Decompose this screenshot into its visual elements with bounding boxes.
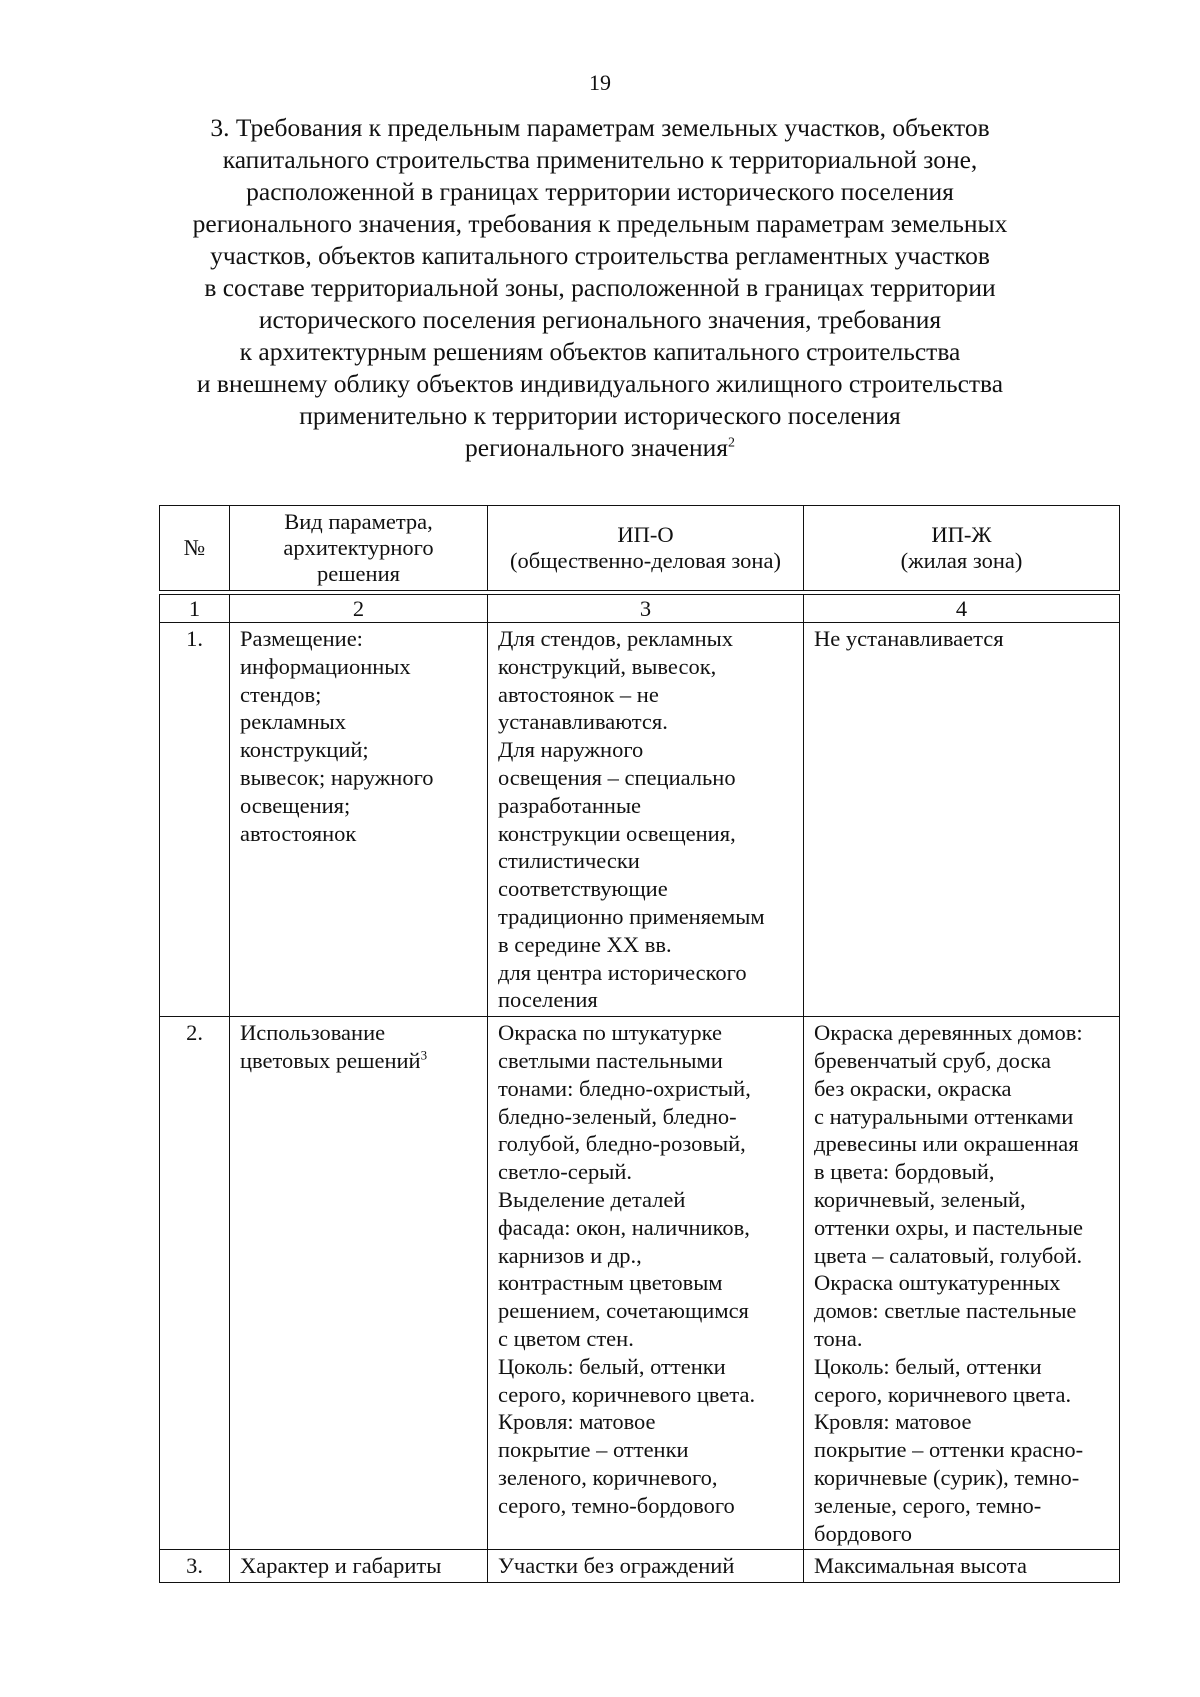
param-cell bbox=[230, 1550, 488, 1583]
ipo-line bbox=[498, 1047, 793, 1075]
ipo-line-text: решением, сочетающимся bbox=[498, 1298, 749, 1324]
requirements-table bbox=[159, 505, 1120, 1583]
ipo-line bbox=[498, 653, 793, 681]
ipo-line-text: карнизов и др., bbox=[498, 1242, 642, 1268]
param-line-text: вывесок; наружного bbox=[240, 764, 434, 790]
ipzh-line bbox=[814, 1408, 1109, 1436]
ipo-line bbox=[498, 1436, 793, 1464]
ipzh-line bbox=[814, 1492, 1109, 1520]
ipo-line-text: Для наружного bbox=[498, 737, 644, 763]
ipo-line-text: поселения bbox=[498, 987, 598, 1013]
param-cell bbox=[230, 623, 488, 1017]
title-line: капитального строительства применительно к территориальной зоне, bbox=[222, 145, 978, 174]
param-line-text: Характер и габариты bbox=[240, 1553, 442, 1579]
param-line bbox=[240, 1019, 477, 1047]
ipo-line-text: фасада: окон, наличников, bbox=[498, 1214, 750, 1240]
param-line bbox=[240, 792, 477, 820]
header-param-line: архитектурного bbox=[283, 535, 434, 560]
column-numbers-row bbox=[160, 595, 1120, 623]
ipo-line bbox=[498, 1552, 793, 1580]
ipzh-line-text: коричневые (сурик), темно- bbox=[814, 1464, 1080, 1490]
ipo-line-text: Участки без ограждений bbox=[498, 1553, 735, 1579]
ipo-cell bbox=[488, 1017, 804, 1550]
page-number: 19 bbox=[589, 70, 611, 95]
title-line: регионального значения, требования к предельным параметрам земельных bbox=[192, 209, 1008, 238]
header-param-line: Вид параметра, bbox=[284, 509, 433, 534]
ipo-line bbox=[498, 959, 793, 987]
param-line-text: конструкций; bbox=[240, 737, 369, 763]
ipzh-line bbox=[814, 1353, 1109, 1381]
title-line: применительно к территории исторического поселения bbox=[299, 401, 901, 430]
ipo-line bbox=[498, 1019, 793, 1047]
param-line bbox=[240, 708, 477, 736]
table-body bbox=[160, 623, 1120, 1583]
param-line bbox=[240, 625, 477, 653]
header-ipo-line: (общественно-деловая зона) bbox=[510, 548, 781, 573]
param-line bbox=[240, 653, 477, 681]
ipzh-line bbox=[814, 1381, 1109, 1409]
row-number: 3. bbox=[160, 1550, 230, 1583]
ipo-line-text: соответствующие bbox=[498, 876, 668, 902]
ipo-line-text: Кровля: матовое bbox=[498, 1409, 656, 1435]
table-row bbox=[160, 623, 1120, 1017]
ipzh-line bbox=[814, 625, 1109, 653]
ipzh-line-text: цвета – салатовый, голубой. bbox=[814, 1242, 1083, 1268]
ipo-line-text: тонами: бледно-охристый, bbox=[498, 1075, 751, 1101]
ipo-line-text: контрастным цветовым bbox=[498, 1270, 723, 1296]
title-line: 3. Требования к предельным параметрам земельных участков, объектов bbox=[210, 113, 990, 142]
ipo-line bbox=[498, 1464, 793, 1492]
ipo-line bbox=[498, 1186, 793, 1214]
ipo-line-text: Окраска по штукатурке bbox=[498, 1020, 723, 1046]
ipzh-line bbox=[814, 1464, 1109, 1492]
ipo-line bbox=[498, 1297, 793, 1325]
ipo-line-text: стилистически bbox=[498, 848, 640, 874]
ipzh-line bbox=[814, 1436, 1109, 1464]
title-line-last bbox=[150, 432, 1050, 464]
ipzh-line-text: Цоколь: белый, оттенки bbox=[814, 1353, 1042, 1379]
ipo-line-text: светло-серый. bbox=[498, 1159, 632, 1185]
row-number: 2. bbox=[160, 1017, 230, 1550]
ipo-line-text: конструкций, вывесок, bbox=[498, 653, 717, 679]
param-line-text: рекламных bbox=[240, 709, 347, 735]
ipzh-line bbox=[814, 1130, 1109, 1158]
ipzh-line bbox=[814, 1297, 1109, 1325]
ipo-line bbox=[498, 1492, 793, 1520]
param-line-text: автостоянок bbox=[240, 820, 357, 846]
ipo-line-text: традиционно применяемым bbox=[498, 903, 765, 929]
ipzh-line-text: Окраска деревянных домов: bbox=[814, 1020, 1083, 1046]
ipzh-line bbox=[814, 1019, 1109, 1047]
ipzh-line-text: с натуральными оттенками bbox=[814, 1103, 1074, 1129]
table-header-row bbox=[160, 506, 1120, 591]
title-line: участков, объектов капитального строительства регламентных участков bbox=[210, 241, 990, 270]
ipo-line-text: серого, темно-бордового bbox=[498, 1492, 735, 1518]
ipo-line bbox=[498, 1408, 793, 1436]
ipo-line bbox=[498, 875, 793, 903]
ipzh-line bbox=[814, 1186, 1109, 1214]
ipzh-line-text: бревенчатый сруб, доска bbox=[814, 1047, 1051, 1073]
ipzh-line bbox=[814, 1552, 1109, 1580]
title-line-text: регионального значения bbox=[465, 433, 728, 462]
ipzh-line bbox=[814, 1520, 1109, 1548]
ipzh-line-text: тона. bbox=[814, 1325, 863, 1351]
ipo-line bbox=[498, 1158, 793, 1186]
ipo-line-text: серого, коричневого цвета. bbox=[498, 1381, 756, 1407]
ipo-line bbox=[498, 931, 793, 959]
ipzh-line-text: покрытие – оттенки красно- bbox=[814, 1437, 1084, 1463]
ipo-line-text: освещения – специально bbox=[498, 764, 736, 790]
ipo-line-text: устанавливаются. bbox=[498, 709, 668, 735]
ipo-line bbox=[498, 792, 793, 820]
ipo-line bbox=[498, 820, 793, 848]
ipzh-line bbox=[814, 1325, 1109, 1353]
ipzh-line-text: древесины или окрашенная bbox=[814, 1131, 1079, 1157]
ipzh-line-text: бордового bbox=[814, 1520, 912, 1546]
ipo-line-text: Выделение деталей bbox=[498, 1186, 686, 1212]
ipzh-line-text: Максимальная высота bbox=[814, 1553, 1027, 1579]
header-ipzh-line: ИП-Ж bbox=[931, 522, 992, 547]
ipo-line-text: автостоянок – не bbox=[498, 681, 659, 707]
ipzh-line-text: серого, коричневого цвета. bbox=[814, 1381, 1072, 1407]
ipo-line bbox=[498, 625, 793, 653]
param-line bbox=[240, 764, 477, 792]
ipo-line bbox=[498, 681, 793, 709]
ipo-line-text: зеленого, коричневого, bbox=[498, 1464, 718, 1490]
ipo-line bbox=[498, 764, 793, 792]
column-number: 2 bbox=[230, 595, 488, 623]
ipo-line-text: с цветом стен. bbox=[498, 1325, 634, 1351]
header-ipo bbox=[488, 506, 804, 591]
title-line: расположенной в границах территории исторического поселения bbox=[246, 177, 954, 206]
ipo-line bbox=[498, 708, 793, 736]
param-line bbox=[240, 1552, 477, 1580]
ipo-line bbox=[498, 736, 793, 764]
title-line: к архитектурным решениям объектов капитального строительства bbox=[239, 337, 961, 366]
ipo-line bbox=[498, 1075, 793, 1103]
ipo-line bbox=[498, 1214, 793, 1242]
ipo-line-text: конструкции освещения, bbox=[498, 820, 736, 846]
ipo-line bbox=[498, 1130, 793, 1158]
ipzh-line-text: оттенки охры, и пастельные bbox=[814, 1214, 1083, 1240]
ipzh-cell bbox=[804, 623, 1120, 1017]
ipzh-line bbox=[814, 1075, 1109, 1103]
footnote-marker: 3 bbox=[420, 1047, 428, 1063]
ipzh-line-text: коричневый, зеленый, bbox=[814, 1186, 1026, 1212]
param-line bbox=[240, 681, 477, 709]
ipo-line-text: для центра исторического bbox=[498, 959, 747, 985]
param-line-text: Использование bbox=[240, 1020, 386, 1046]
ipo-line bbox=[498, 1353, 793, 1381]
ipo-line-text: покрытие – оттенки bbox=[498, 1437, 689, 1463]
title-line: и внешнему облику объектов индивидуального жилищного строительства bbox=[196, 369, 1004, 398]
param-cell bbox=[230, 1017, 488, 1550]
ipzh-line-text: без окраски, окраска bbox=[814, 1075, 1012, 1101]
ipo-line bbox=[498, 1269, 793, 1297]
column-number: 1 bbox=[160, 595, 230, 623]
param-line-text: Размещение: bbox=[240, 626, 363, 651]
ipzh-line bbox=[814, 1269, 1109, 1297]
ipo-line-text: разработанные bbox=[498, 792, 642, 818]
column-number: 3 bbox=[488, 595, 804, 623]
ipzh-line bbox=[814, 1158, 1109, 1186]
header-ipzh bbox=[804, 506, 1120, 591]
ipzh-line-text: Кровля: матовое bbox=[814, 1409, 972, 1435]
section-title bbox=[150, 112, 1050, 464]
table-row bbox=[160, 1550, 1120, 1583]
param-line-text: информационных bbox=[240, 653, 411, 679]
ipo-line bbox=[498, 1242, 793, 1270]
header-param bbox=[230, 506, 488, 591]
param-line bbox=[240, 820, 477, 848]
ipo-line-text: Для стендов, рекламных bbox=[498, 626, 733, 651]
header-param-line: решения bbox=[317, 561, 400, 586]
header-ipzh-line: (жилая зона) bbox=[900, 548, 1023, 573]
ipo-line-text: бледно-зеленый, бледно- bbox=[498, 1103, 737, 1129]
ipo-line-text: Цоколь: белый, оттенки bbox=[498, 1353, 726, 1379]
ipo-line bbox=[498, 847, 793, 875]
ipzh-line-text: Окраска оштукатуренных bbox=[814, 1270, 1061, 1296]
title-line: в составе территориальной зоны, расположенной в границах территории bbox=[204, 273, 996, 302]
ipzh-line-text: в цвета: бордовый, bbox=[814, 1159, 995, 1185]
header-num: № bbox=[160, 506, 230, 591]
ipzh-line bbox=[814, 1242, 1109, 1270]
ipo-line bbox=[498, 986, 793, 1014]
ipzh-line-text: домов: светлые пастельные bbox=[814, 1298, 1077, 1324]
param-line-text: освещения; bbox=[240, 792, 351, 818]
ipo-line bbox=[498, 903, 793, 931]
ipzh-line bbox=[814, 1047, 1109, 1075]
row-number: 1. bbox=[160, 623, 230, 1017]
ipzh-cell bbox=[804, 1550, 1120, 1583]
param-line bbox=[240, 1047, 477, 1075]
column-number: 4 bbox=[804, 595, 1120, 623]
ipo-line bbox=[498, 1381, 793, 1409]
param-line bbox=[240, 736, 477, 764]
param-line-text: стендов; bbox=[240, 681, 322, 707]
title-footnote-marker: 2 bbox=[728, 435, 735, 451]
table-row bbox=[160, 1017, 1120, 1550]
ipzh-line bbox=[814, 1103, 1109, 1131]
param-line-text: цветовых решений bbox=[240, 1047, 421, 1073]
ipo-line-text: голубой, бледно-розовый, bbox=[498, 1131, 746, 1157]
ipo-line-text: светлыми пастельными bbox=[498, 1047, 723, 1073]
header-ipo-line: ИП-О bbox=[617, 522, 674, 547]
ipo-cell bbox=[488, 1550, 804, 1583]
ipzh-cell bbox=[804, 1017, 1120, 1550]
ipzh-line-text: Не устанавливается bbox=[814, 626, 1004, 651]
ipo-line-text: в середине XX вв. bbox=[498, 931, 672, 957]
ipo-line bbox=[498, 1103, 793, 1131]
ipo-line bbox=[498, 1325, 793, 1353]
ipo-cell bbox=[488, 623, 804, 1017]
title-line: исторического поселения регионального значения, требования bbox=[258, 305, 942, 334]
ipzh-line-text: зеленые, серого, темно- bbox=[814, 1492, 1042, 1518]
ipzh-line bbox=[814, 1214, 1109, 1242]
